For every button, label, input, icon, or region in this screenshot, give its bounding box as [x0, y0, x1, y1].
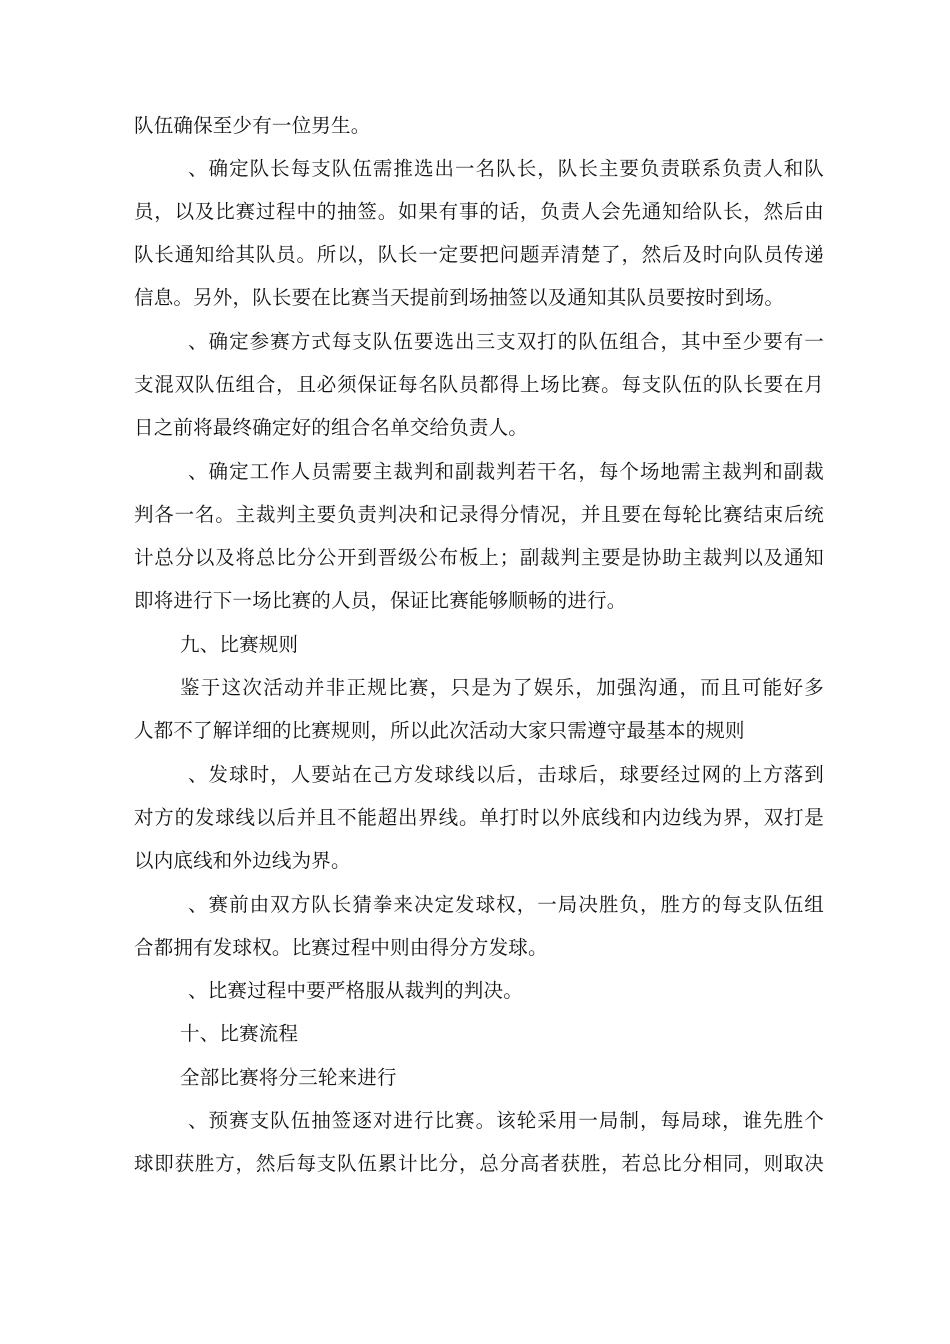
text-line: 、赛前由双方队长猜拳来决定发球权，一局决胜负，胜方的每支队伍组 [188, 893, 824, 916]
text-line: 以内底线和外边线为界。 [134, 849, 351, 872]
text-line: 即将进行下一场比赛的人员，保证比赛能够顺畅的进行。 [134, 589, 627, 612]
text-line: 、确定工作人员需要主裁判和副裁判若干名，每个场地需主裁判和副裁 [188, 460, 824, 483]
text-line: 日之前将最终确定好的组合名单交给负责人。 [134, 416, 529, 439]
text-line: 计总分以及将总比分公开到晋级公布板上；副裁判主要是协助主裁判以及通知 [134, 546, 824, 569]
section-heading: 十、比赛流程 [180, 1022, 299, 1045]
text-line: 队长通知给其队员。所以，队长一定要把问题弄清楚了，然后及时向队员传递 [134, 243, 824, 266]
text-line: 员，以及比赛过程中的抽签。如果有事的话，负责人会先通知给队长，然后由 [134, 200, 824, 223]
text-line: 、确定参赛方式每支队伍要选出三支双打的队伍组合，其中至少要有一 [188, 330, 824, 353]
text-line: 合都拥有发球权。比赛过程中则由得分方发球。 [134, 936, 548, 959]
text-line: 、预赛支队伍抽签逐对进行比赛。该轮采用一局制，每局球，谁先胜个 [188, 1109, 824, 1132]
text-line: 对方的发球线以后并且不能超出界线。单打时以外底线和内边线为界，双打是 [134, 806, 824, 829]
text-line: 支混双队伍组合，且必须保证每名队员都得上场比赛。每支队伍的队长要在月 [134, 373, 824, 396]
text-line: 、确定队长每支队伍需推选出一名队长，队长主要负责联系负责人和队 [188, 157, 824, 180]
text-line: 鉴于这次活动并非正规比赛，只是为了娱乐，加强沟通，而且可能好多 [180, 676, 824, 699]
text-line: 判各一名。主裁判主要负责判决和记录得分情况，并且要在每轮比赛结束后统 [134, 503, 824, 526]
text-line: 队伍确保至少有一位男生。 [134, 114, 371, 137]
text-line: 全部比赛将分三轮来进行 [180, 1066, 397, 1089]
text-line: 、比赛过程中要严格服从裁判的判决。 [188, 979, 523, 1002]
text-line: 、发球时，人要站在己方发球线以后，击球后，球要经过网的上方落到 [188, 763, 824, 786]
text-line: 信息。另外，队长要在比赛当天提前到场抽签以及通知其队员要按时到场。 [134, 286, 785, 309]
text-line: 球即获胜方，然后每支队伍累计比分，总分高者获胜，若总比分相同，则取决 [134, 1152, 824, 1175]
section-heading: 九、比赛规则 [180, 633, 299, 656]
text-line: 人都不了解详细的比赛规则，所以此次活动大家只需遵守最基本的规则 [134, 719, 745, 742]
